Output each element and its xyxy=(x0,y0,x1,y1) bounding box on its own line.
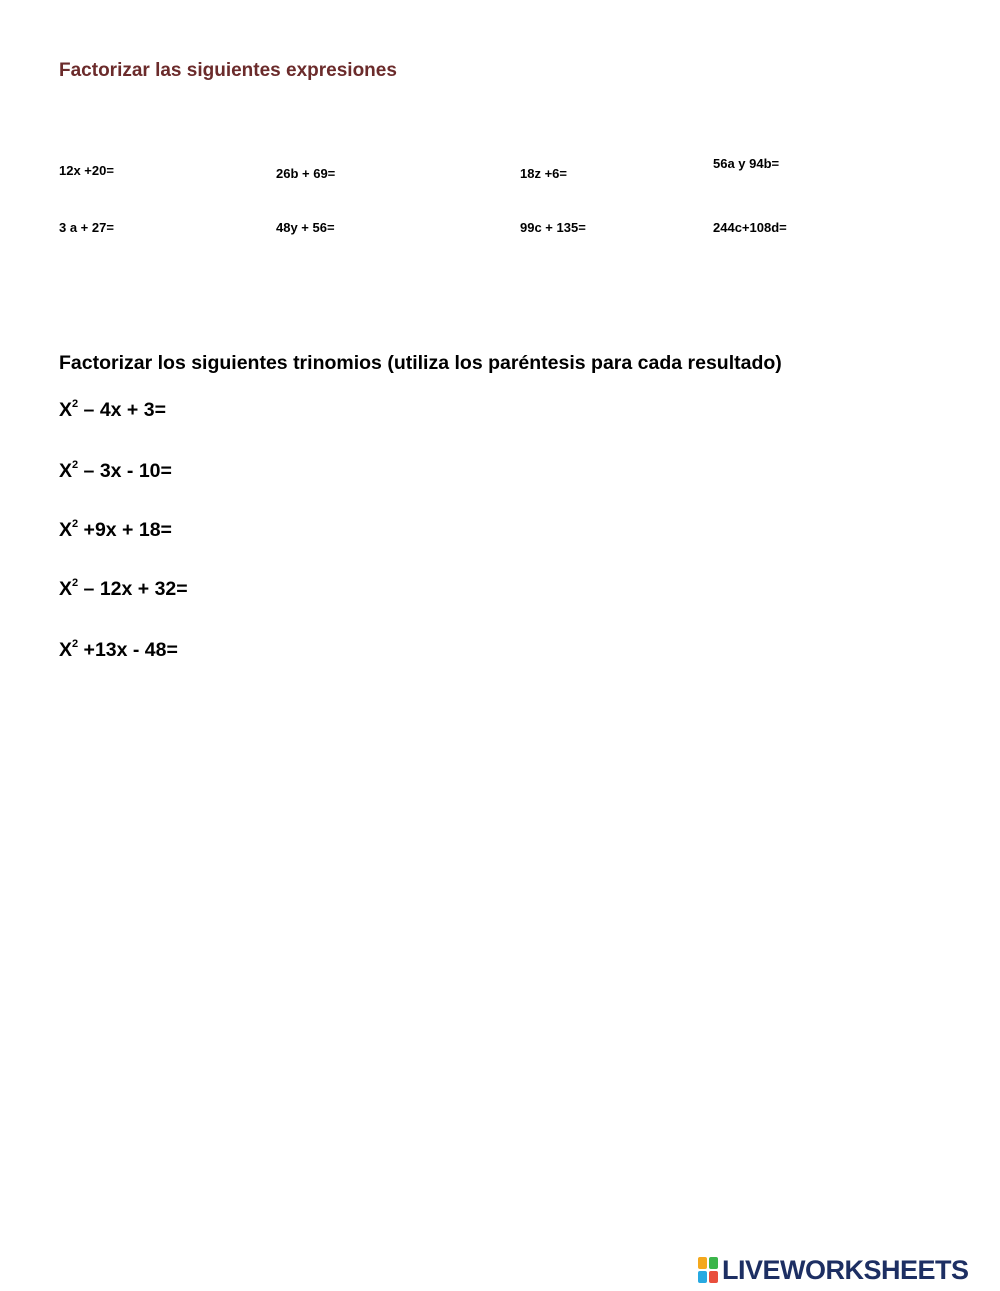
logo-text: LIVEWORKSHEETS xyxy=(722,1254,969,1285)
liveworksheets-logo xyxy=(698,1255,994,1285)
expression-2: 26b + 69= xyxy=(276,166,336,181)
trinomial-exponent: 2 xyxy=(72,637,79,650)
trinomial-1 xyxy=(59,399,166,422)
trinomial-base: X xyxy=(59,460,73,482)
trinomial-exponent: 2 xyxy=(72,458,79,471)
expression-4: 56a y 94b= xyxy=(713,156,780,171)
trinomial-rest: – 4x + 3= xyxy=(78,399,166,421)
expression-1: 12x +20= xyxy=(59,163,114,178)
trinomial-exponent: 2 xyxy=(72,517,79,530)
trinomial-rest: +9x + 18= xyxy=(78,519,172,541)
trinomial-exponent: 2 xyxy=(72,576,79,589)
trinomial-base: X xyxy=(59,519,73,541)
expression-5: 3 a + 27= xyxy=(59,220,114,235)
trinomial-4 xyxy=(59,578,188,601)
liveworksheets-logo-icon xyxy=(698,1257,718,1283)
trinomial-base: X xyxy=(59,578,73,600)
section1-title: Factorizar las siguientes expresiones xyxy=(59,60,397,81)
expression-7: 99c + 135= xyxy=(520,220,586,235)
trinomial-2 xyxy=(59,460,172,483)
expression-6: 48y + 56= xyxy=(276,220,335,235)
trinomial-rest: – 3x - 10= xyxy=(78,460,172,482)
section2-title: Factorizar los siguientes trinomios (utiliza los paréntesis para cada resultado) xyxy=(59,352,782,374)
trinomial-5 xyxy=(59,639,178,662)
trinomial-base: X xyxy=(59,399,73,421)
trinomial-3 xyxy=(59,519,172,542)
expression-3: 18z +6= xyxy=(520,166,567,181)
expression-8: 244c+108d= xyxy=(713,220,787,235)
trinomial-exponent: 2 xyxy=(72,397,79,410)
trinomial-base: X xyxy=(59,639,73,661)
trinomial-rest: – 12x + 32= xyxy=(78,578,188,600)
trinomial-rest: +13x - 48= xyxy=(78,639,178,661)
